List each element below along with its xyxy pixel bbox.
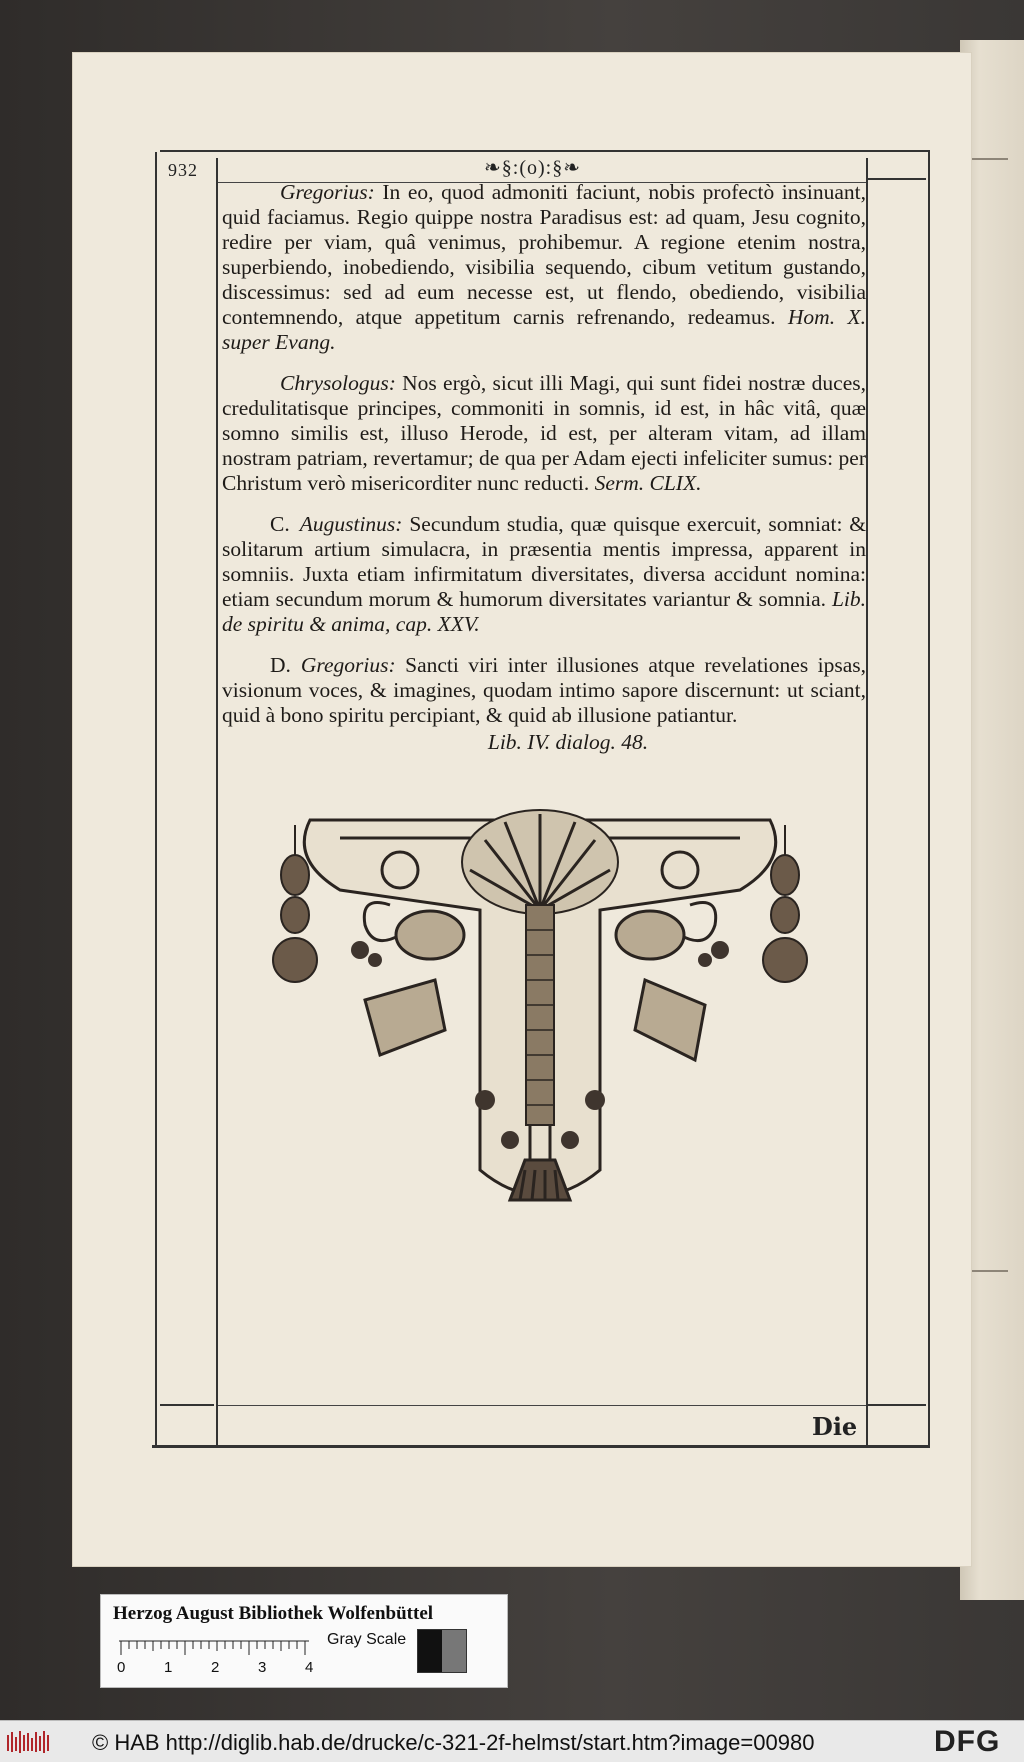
gray-scale-swatch — [417, 1629, 467, 1673]
passage — [222, 180, 866, 355]
section-letter: D. — [270, 653, 291, 677]
catchword: Die — [812, 1412, 858, 1441]
library-title: Herzog August Bibliothek Wolfenbüttel — [113, 1603, 434, 1624]
author-name: Gregorius: — [280, 180, 375, 204]
footer-bar — [0, 1720, 1024, 1762]
passage — [222, 653, 866, 755]
author-name: Augustinus: — [299, 512, 403, 536]
margin-dash — [868, 1404, 926, 1406]
footer-source-link[interactable]: © HAB http://diglib.hab.de/drucke/c-321-2f-helmst/start.htm?image=00980 — [92, 1730, 815, 1755]
facing-page-rule — [968, 158, 1008, 160]
ruler-tick-label: 4 — [305, 1659, 314, 1676]
ruler-tick-label: 1 — [164, 1659, 173, 1676]
passage-text: Sancti viri inter illusiones atque revelationes ipsas, visionum voces, & imagines, quodam intimo sapore discernunt: ut sciant, quid à bono spiritu percipiant, & quid ab illusione patiantur. — [222, 653, 867, 727]
passage — [222, 512, 866, 637]
passage-text: Secundum studia, quæ quisque exercuit, somniat: & solitarum artium simulacra, in præsentia mentis impressa, apparent in somniis. Juxta etiam infirmitatum diversitates, diversa accidunt nomina: etiam secundum morum & humorum diversitates variantur & somnia. — [222, 512, 867, 611]
frame-rule-top — [160, 150, 930, 152]
passage — [222, 371, 866, 496]
author-name: Chrysologus: — [280, 371, 396, 395]
ruler-tick-label: 0 — [117, 1659, 126, 1676]
gray-scale-label: Gray Scale — [327, 1631, 407, 1648]
facing-page-rule — [968, 1270, 1008, 1272]
citation: Serm. CLIX. — [594, 471, 702, 495]
library-label — [100, 1594, 508, 1688]
dfg-logo: DFG — [934, 1725, 1001, 1758]
frame-rule-right-inner — [866, 158, 868, 1445]
ruler-tick-label: 2 — [211, 1659, 220, 1676]
hab-barcode-icon — [6, 1729, 50, 1755]
margin-dash — [160, 1404, 214, 1406]
head-ornament: ❧§:(o):§❧ — [484, 157, 581, 179]
passage-text: Nos ergò, sicut illi Magi, qui sunt fidei nostræ duces, credulitatisque principes, commoniti in somnis, id est, in hâc vitâ, quæ somno similis est, illuso Herode, id est, per alteram vitam, ad illam nostram patriam, revertamur; de qua per Adam ejecti infeliciter sumus: per Christum verò misericorditer nunc reducti. — [222, 371, 866, 495]
ruler-tick-label: 3 — [258, 1659, 267, 1676]
page-number: 932 — [168, 160, 198, 180]
woodcut-vignette — [270, 800, 810, 1210]
passage-text: In eo, quod admoniti faciunt, nobis profectò insinuant, quid faciamus. Regio quippe nostra Paradisus est: ad quam, Jesu cognito, redire per viam, quâ venimus, prohibemur. A regione etenim nostra, superbiendo, inobediendo, visibilia sequendo, cibum vetitum gustando, discessimus: sed ad eum necesse est, ut flendo, obediendo, visibilia contemnendo, atque appetitum carnis refrenando, redeamus. — [222, 180, 866, 329]
frame-rule-right-outer — [928, 152, 930, 1447]
frame-rule-left-outer — [155, 152, 157, 1447]
citation: Lib. IV. dialog. 48. — [487, 730, 649, 754]
text-block — [222, 180, 866, 755]
author-name: Gregorius: — [300, 653, 396, 677]
footer-rule — [218, 1405, 866, 1406]
citation: Lib. de spiritu & anima, cap. XXV. — [222, 587, 866, 636]
section-letter: C. — [270, 512, 290, 536]
frame-rule-bottom — [152, 1445, 930, 1448]
margin-dash — [868, 178, 926, 180]
citation: Hom. X. super Evang. — [222, 305, 867, 354]
frame-rule-left-inner — [216, 158, 218, 1445]
